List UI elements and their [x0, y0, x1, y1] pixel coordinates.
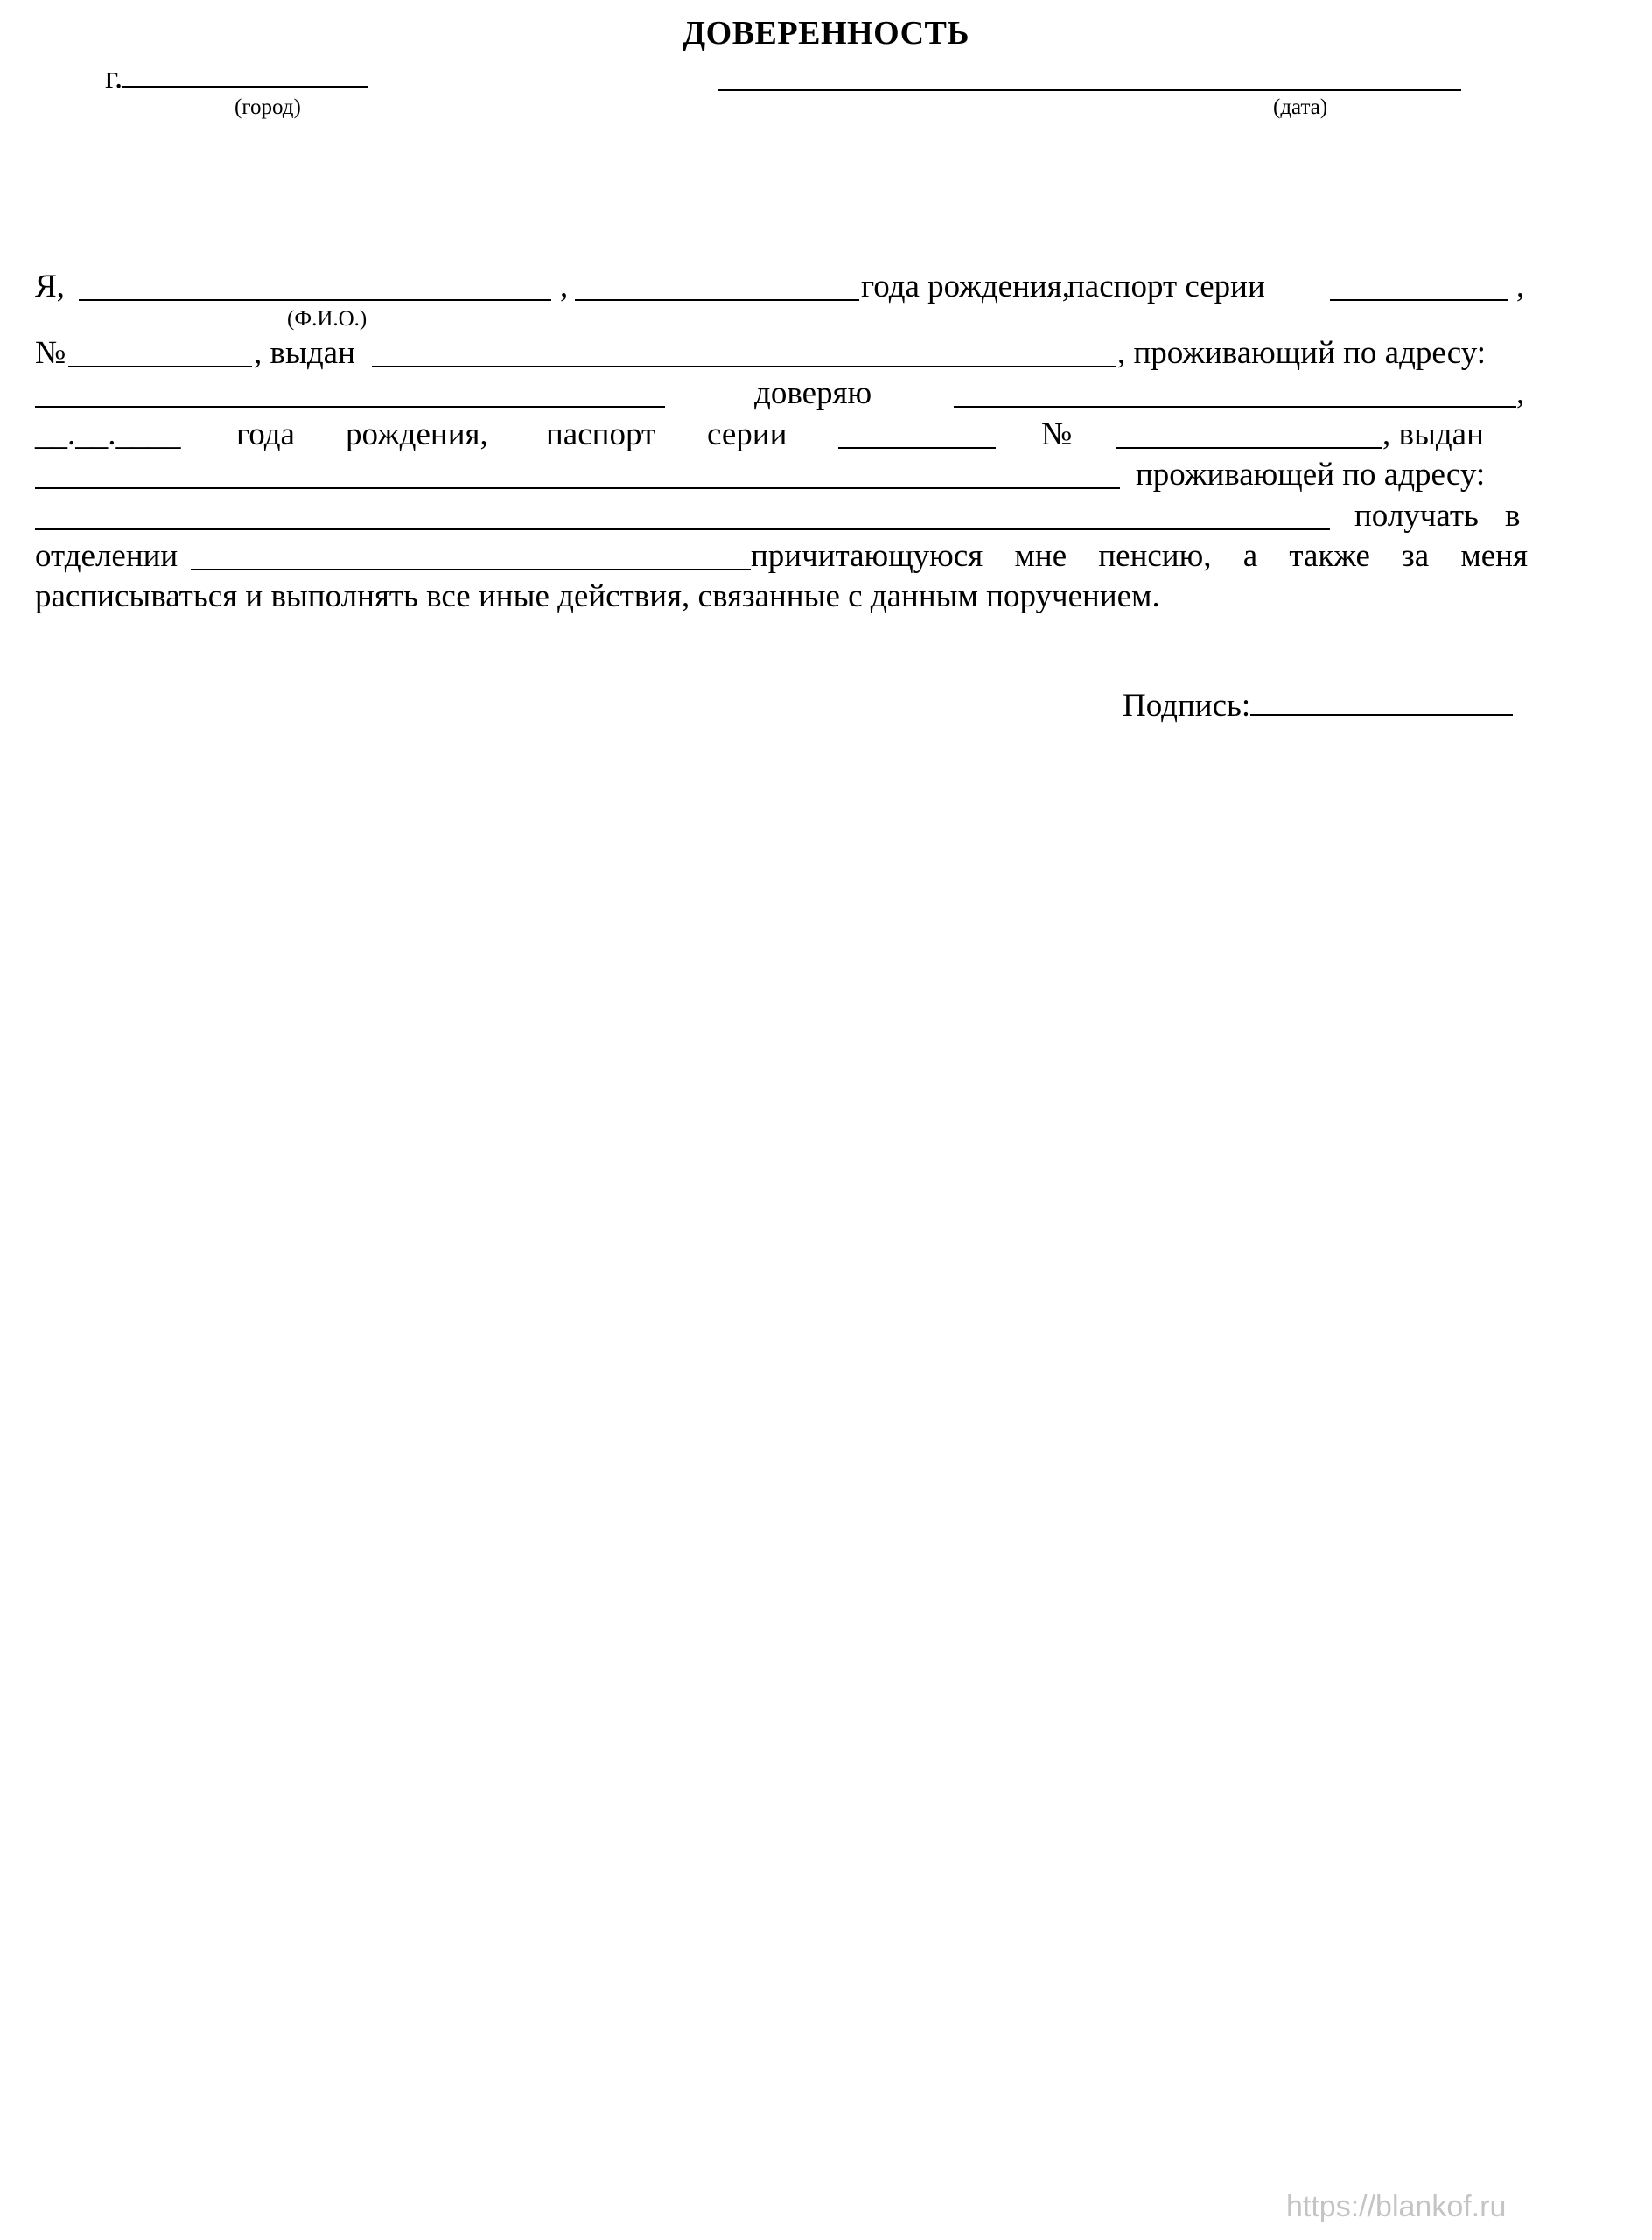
- signature-label: Подпись:: [1123, 688, 1251, 724]
- text-receive: получать: [1354, 498, 1479, 534]
- text-residing: , проживающий по адресу:: [1117, 335, 1487, 371]
- text-actions: расписываться и выполнять все иные действия, связанные с данным поручением.: [35, 578, 1160, 614]
- text-trust: доверяю: [754, 375, 872, 411]
- text-number-sign: №: [1041, 416, 1073, 452]
- text-birth: года рождения,: [861, 269, 1070, 304]
- body-line-2: [35, 334, 1528, 373]
- city-caption: (город): [234, 95, 301, 119]
- document-title: ДОВЕРЕННОСТЬ: [682, 15, 970, 52]
- text-in: в: [1505, 498, 1521, 534]
- text-year: года: [236, 416, 295, 452]
- body-line-3: [35, 374, 1528, 413]
- text-issued: , выдан: [1382, 416, 1484, 452]
- branch-blank[interactable]: [191, 569, 751, 570]
- passport-number-blank[interactable]: [68, 366, 252, 368]
- comma: ,: [560, 269, 569, 304]
- body-line-5: [35, 456, 1528, 494]
- watermark: https://blankof.ru: [1286, 2190, 1507, 2223]
- body-line-7: [35, 537, 1528, 576]
- date-blank[interactable]: [718, 89, 1461, 91]
- trustee-issued-by-blank[interactable]: [35, 487, 1120, 489]
- body-line-6: [35, 497, 1528, 536]
- city-prefix: г.: [105, 60, 123, 95]
- issued-by-blank[interactable]: [372, 366, 1116, 368]
- passport-series-blank[interactable]: [1330, 299, 1508, 301]
- date-caption: (дата): [1273, 95, 1328, 119]
- comma: ,: [1516, 375, 1525, 411]
- birth-date-blank[interactable]: [575, 299, 859, 301]
- signature-blank[interactable]: [1250, 686, 1513, 716]
- city-field: [105, 58, 368, 97]
- signature-field: [1123, 686, 1513, 725]
- text-birth: рождения,: [346, 416, 488, 452]
- address-blank-1[interactable]: [35, 406, 665, 408]
- text-number-sign: №: [35, 335, 66, 371]
- text-series: серии: [707, 416, 788, 452]
- text-passport-series: паспорт серии: [1068, 269, 1265, 304]
- text-passport: паспорт: [546, 416, 656, 452]
- trustee-address-blank[interactable]: [35, 528, 1330, 530]
- city-blank[interactable]: [122, 58, 368, 88]
- fio-blank[interactable]: [79, 299, 551, 301]
- trustee-number-blank[interactable]: [1116, 447, 1382, 449]
- text-residing: проживающей по адресу:: [1136, 457, 1486, 493]
- body-line-8: [35, 578, 1528, 616]
- trustee-series-blank[interactable]: [838, 447, 996, 449]
- trustee-name-blank[interactable]: [954, 406, 1516, 408]
- text-branch: отделении: [35, 538, 178, 574]
- comma: ,: [1516, 269, 1525, 304]
- text-ya: Я,: [35, 269, 65, 304]
- text-issued: , выдан: [254, 335, 355, 371]
- text-pension: причитающуюся мне пенсию, а также за меня: [751, 538, 1528, 574]
- body-line-4: [35, 416, 1528, 454]
- trustee-birth-date-blank[interactable]: __.__.____: [35, 416, 181, 452]
- body-line-1: [35, 268, 1528, 306]
- fio-caption: (Ф.И.О.): [287, 307, 368, 331]
